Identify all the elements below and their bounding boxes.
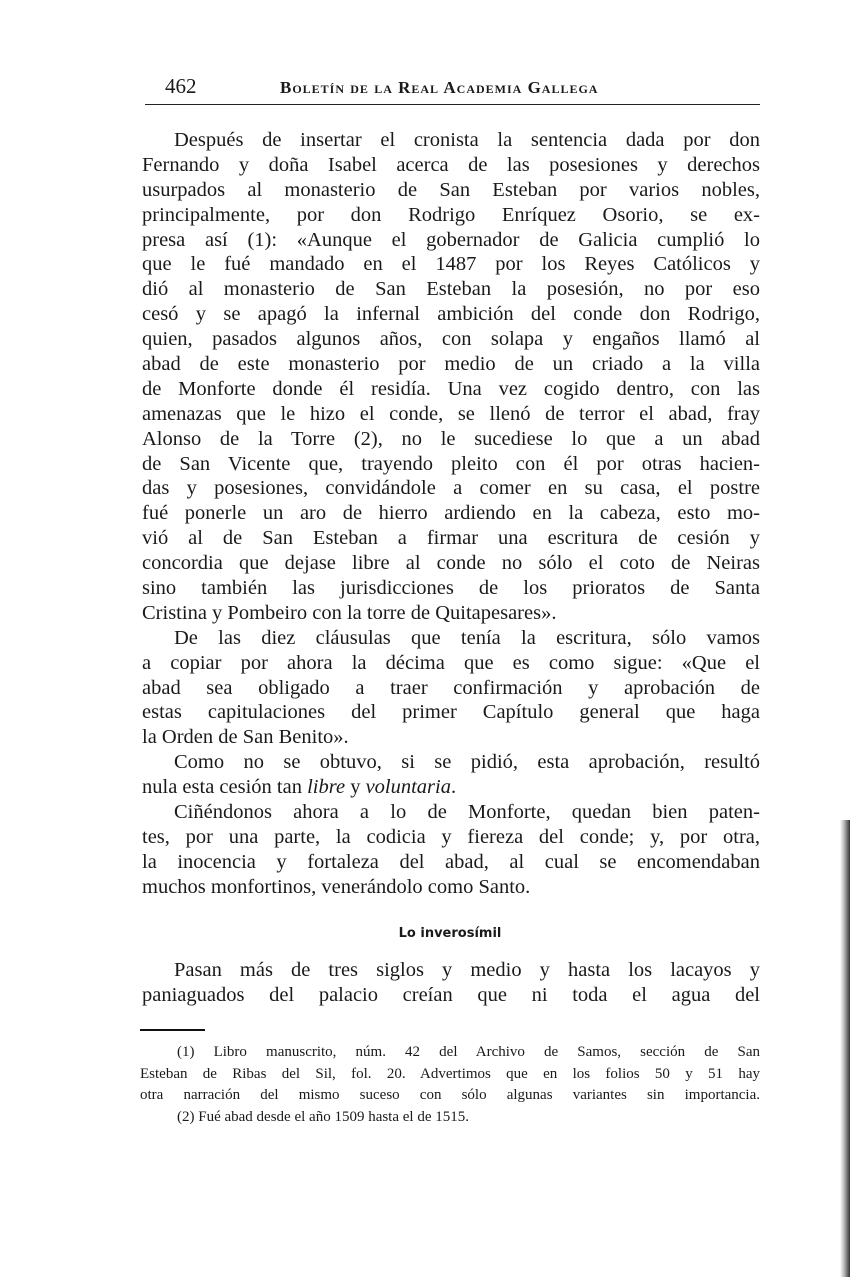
- text-line: concordia que dejase libre al conde no sólo el coto de Neiras: [142, 552, 760, 575]
- text-line: Cristina y Pombeiro con la torre de Quitapesares».: [142, 601, 557, 624]
- text-segment: y: [345, 776, 366, 799]
- text-line: abad sea obligado a traer confirmación y aprobación de: [142, 676, 760, 699]
- text-segment: nula esta cesión tan: [142, 776, 308, 799]
- text-line-italic: [142, 775, 760, 800]
- italic-word: libre: [307, 776, 346, 799]
- text-line: quien, pasados algunos años, con solapa y engaños llamó al: [142, 328, 760, 351]
- footnote-line: otra narración del mismo suceso con sólo algunas variantes sin importancia.: [140, 1087, 760, 1104]
- text-line: Fernando y doña Isabel acerca de las posesiones y derechos: [142, 153, 760, 176]
- text-line: muchos monfortinos, venerándolo como Santo.: [142, 875, 531, 898]
- text-line: tes, por una parte, la codicia y fiereza del conde; y, por otra,: [142, 825, 760, 848]
- footnotes: [140, 1042, 760, 1129]
- text-line: Pasan más de tres siglos y medio y hasta los lacayos y: [174, 959, 760, 981]
- text-line: amenazas que le hizo el conde, se llenó de terror el abad, fray: [142, 402, 760, 425]
- text-line: vió al de San Esteban a firmar una escritura de cesión y: [142, 527, 760, 550]
- section-text: [142, 958, 760, 1008]
- text-line: usurpados al monasterio de San Esteban por varios nobles,: [142, 178, 760, 201]
- section-heading: Lo inverosímil: [398, 926, 502, 941]
- footnote-line: (2) Fué abad desde el año 1509 hasta el de 1515.: [177, 1109, 469, 1126]
- text-line: cesó y se apagó la infernal ambición del conde don Rodrigo,: [142, 303, 760, 326]
- text-line: la inocencia y fortaleza del abad, al cual se encomendaban: [142, 850, 760, 873]
- text-line: de San Vicente que, trayendo pleito con él por otras hacien-: [142, 452, 760, 475]
- footnote-rule: [140, 1029, 205, 1031]
- text-line: estas capitulaciones del primer Capítulo general que haga: [142, 701, 760, 724]
- text-line: dió al monasterio de San Esteban la posesión, no por eso: [142, 278, 760, 301]
- main-text: [142, 128, 760, 900]
- text-line: la Orden de San Benito».: [142, 726, 349, 749]
- italic-word: voluntaria: [365, 776, 451, 799]
- text-line: a copiar por ahora la décima que es como sigue: «Que el: [142, 651, 760, 674]
- text-line: de Monforte donde él residía. Una vez cogido dentro, con las: [142, 377, 760, 400]
- text-line: fué ponerle un aro de hierro ardiendo en la cabeza, esto mo-: [142, 502, 760, 525]
- header-rule: [145, 104, 760, 105]
- footnote-line: Esteban de Ribas del Sil, fol. 20. Advertimos que en los folios 50 y 51 hay: [140, 1065, 760, 1082]
- text-line: Ciñéndonos ahora a lo de Monforte, quedan bien paten-: [174, 801, 760, 824]
- text-line: paniaguados del palacio creían que ni toda el agua del: [142, 983, 760, 1006]
- text-line: Como no se obtuvo, si se pidió, esta aprobación, resultó: [174, 751, 760, 774]
- text-line: De las diez cláusulas que tenía la escritura, sólo vamos: [174, 626, 760, 649]
- text-line: Alonso de la Torre (2), no le sucediese lo que a un abad: [142, 427, 760, 450]
- text-segment: .: [450, 776, 457, 799]
- footnote-line: (1) Libro manuscrito, núm. 42 del Archivo de Samos, sección de San: [177, 1044, 760, 1060]
- page-number: 462: [165, 74, 197, 98]
- text-line: Después de insertar el cronista la sentencia dada por don: [174, 129, 760, 151]
- text-line: abad de este monasterio por medio de un criado a la villa: [142, 353, 760, 376]
- text-line: que le fué mandado en el 1487 por los Reyes Católicos y: [142, 253, 760, 276]
- text-line: presa así (1): «Aunque el gobernador de Galicia cumplió lo: [142, 228, 760, 251]
- scan-edge-shadow: [840, 820, 850, 1277]
- text-line: das y posesiones, convidándole a comer en su casa, el postre: [142, 477, 760, 500]
- text-line: sino también las jurisdicciones de los prioratos de Santa: [142, 577, 760, 600]
- text-line: principalmente, por don Rodrigo Enríquez Osorio, se ex-: [142, 203, 760, 226]
- running-header: Boletín de la Real Academia Gallega: [280, 78, 599, 97]
